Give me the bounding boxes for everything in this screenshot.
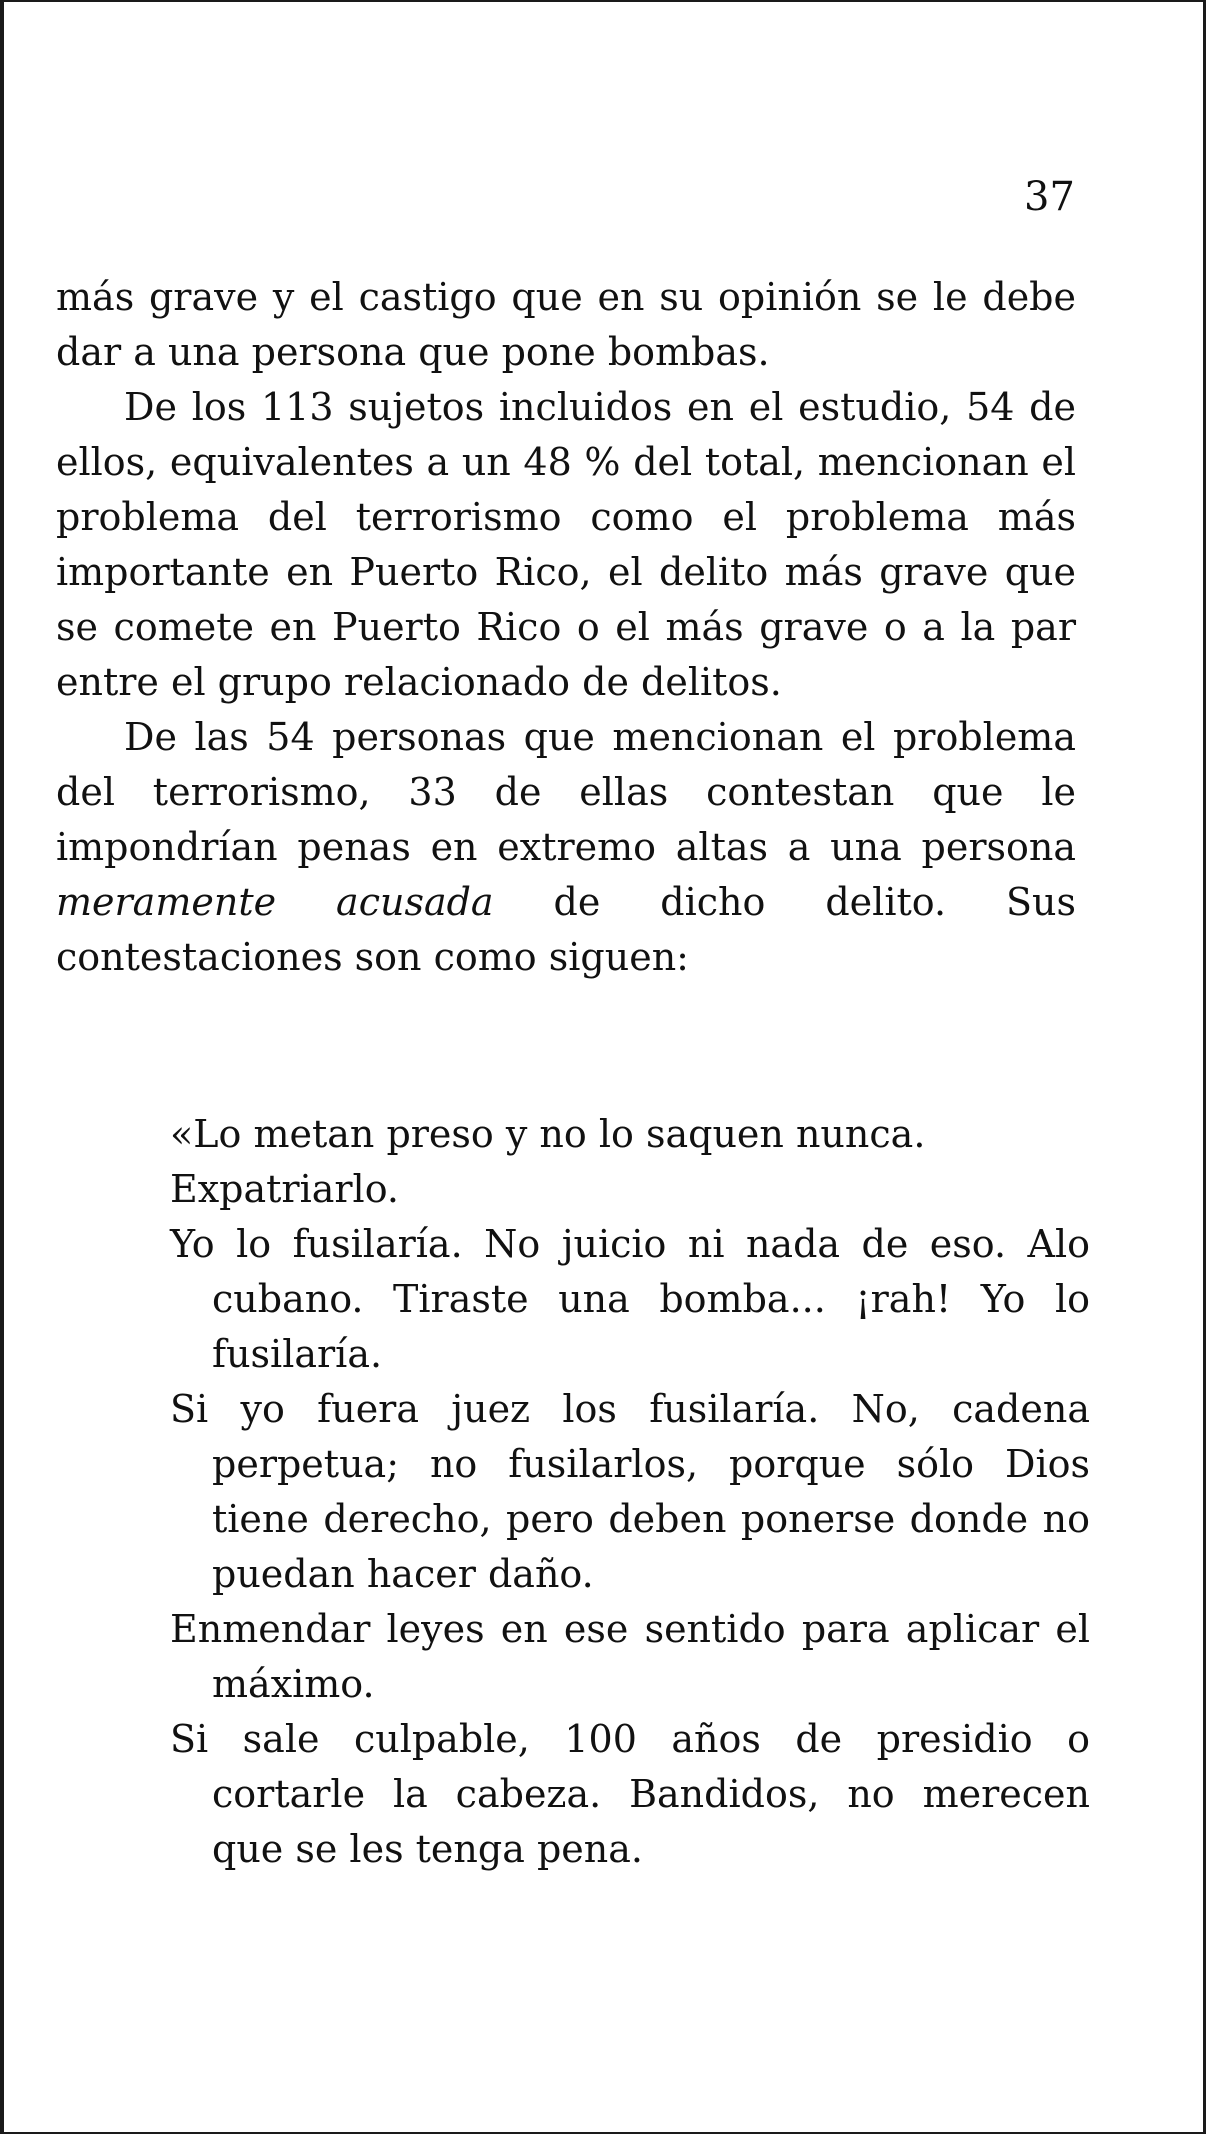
page-number: 37 bbox=[1024, 174, 1075, 220]
quote-item: Enmendar leyes en ese sentido para aplicar el máximo. bbox=[170, 1607, 1090, 1706]
quote-item: Yo lo fusilaría. No juicio ni nada de eso. Alo cubano. Tiraste una bomba... ¡rah! Yo lo fusilaría. bbox=[170, 1222, 1090, 1376]
quote-item: «Lo metan preso y no lo saquen nunca. bbox=[170, 1112, 926, 1156]
quote-item: Si sale culpable, 100 años de presidio o cortarle la cabeza. Bandidos, no merecen que se les tenga pena. bbox=[170, 1717, 1090, 1871]
paragraph-text-before: De las 54 personas que mencionan el problema del terrorismo, 33 de ellas contestan que le impondrían penas en extremo altas a una persona bbox=[56, 715, 1076, 869]
body-text bbox=[56, 270, 1076, 985]
quoted-responses bbox=[170, 1107, 1090, 1877]
paragraph-text-after: de dicho delito. Sus contestaciones son como siguen: bbox=[56, 880, 1076, 979]
paragraph-statistics: De los 113 sujetos incluidos en el estudio, 54 de ellos, equivalentes a un 48 % del total, mencionan el problema del terrorismo como el problema más importante en Puerto Rico, el delito más grave que se comete en Puerto Rico o el más grave o a la par entre el grupo relacionado de delitos. bbox=[56, 385, 1076, 704]
quote-item: Expatriarlo. bbox=[170, 1167, 400, 1211]
paragraph-continued: más grave y el castigo que en su opinión se le debe dar a una persona que pone bombas. bbox=[56, 275, 1076, 374]
quote-item: Si yo fuera juez los fusilaría. No, cadena perpetua; no fusilarlos, porque sólo Dios tiene derecho, pero deben ponerse donde no puedan hacer daño. bbox=[170, 1387, 1090, 1596]
paragraph-responses-intro bbox=[56, 710, 1076, 985]
italic-emphasis: meramente acusada bbox=[56, 880, 494, 924]
